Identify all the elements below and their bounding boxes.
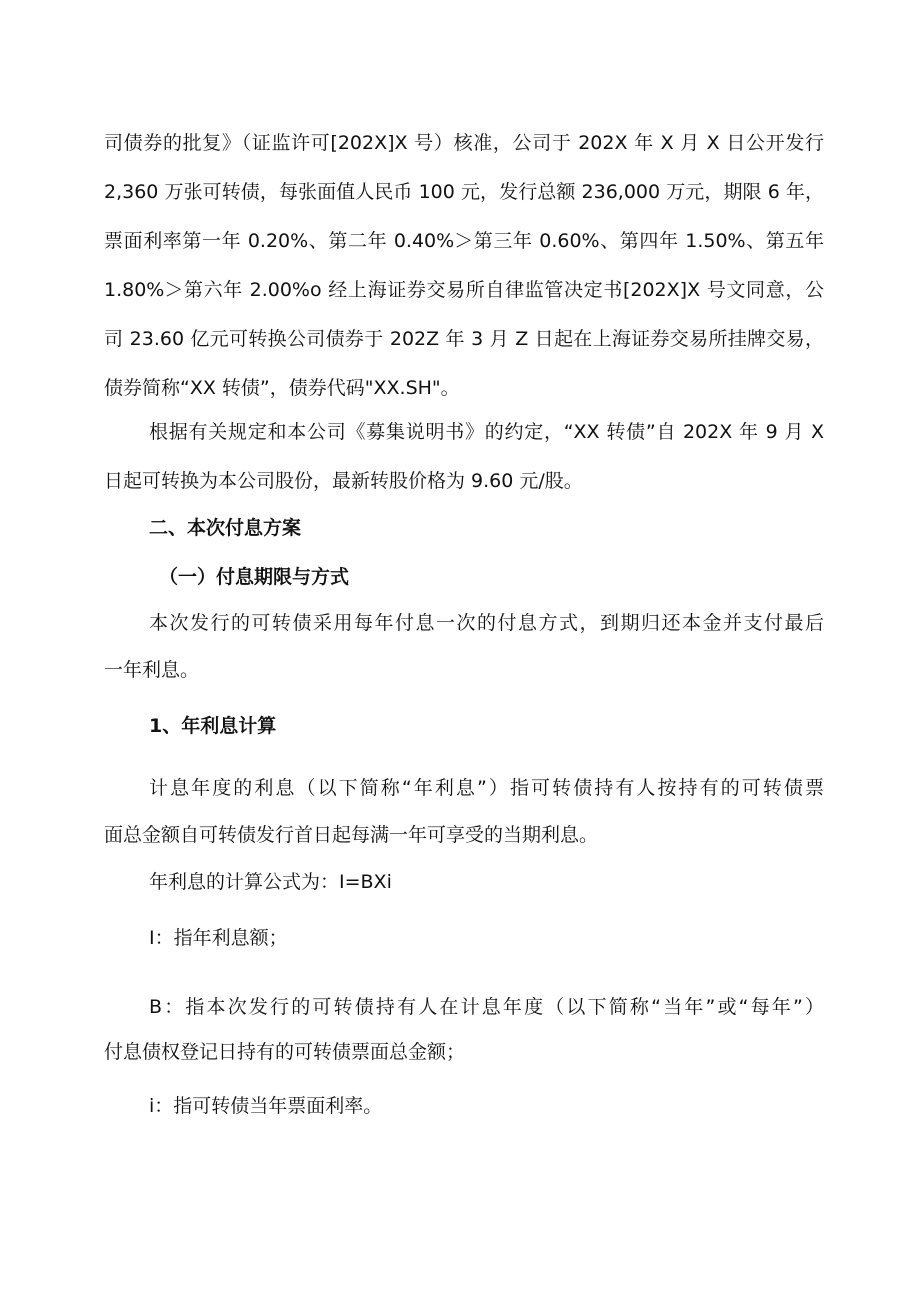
- paragraph-line: 司债券的批复》（证监许可[202X]X 号）核准，公司于 202X 年 X 月 X 日公开发行: [104, 132, 824, 154]
- paragraph-line: 一年利息。: [104, 659, 200, 681]
- paragraph-line: 根据有关规定和本公司《募集说明书》的约定，“XX 转债”自 202X 年 9 月 X: [149, 421, 824, 443]
- formula-line: 年利息的计算公式为：I=BXi: [149, 871, 392, 893]
- paragraph-line: 2,360 万张可转债，每张面值人民币 100 元，发行总额 236,000 万元，期限 6 年，: [104, 181, 824, 203]
- paragraph-line: 日起可转换为本公司股份，最新转股价格为 9.60 元/股。: [104, 470, 583, 492]
- paragraph-line: 债券简称“XX 转债”，债券代码"XX.SH"。: [104, 377, 460, 399]
- subsection-heading: （一）付息期限与方式: [159, 566, 350, 588]
- item-heading: 1、年利息计算: [149, 715, 277, 737]
- paragraph-line: 本次发行的可转债采用每年付息一次的付息方式，到期归还本金并支付最后: [149, 612, 824, 634]
- definition-line: I：指年利息额；: [149, 927, 288, 949]
- paragraph-line: 计息年度的利息（以下简称“年利息”）指可转债持有人按持有的可转债票: [149, 777, 824, 799]
- paragraph-line: 票面利率第一年 0.20%、第二年 0.40%＞第三年 0.60%、第四年 1.50%、第五年: [104, 230, 824, 252]
- section-heading: 二、本次付息方案: [149, 517, 302, 539]
- paragraph-line: 司 23.60 亿元可转换公司债券于 202Z 年 3 月 Z 日起在上海证券交易所挂牌交易，: [104, 328, 824, 350]
- paragraph-line: 面总金额自可转债发行首日起每满一年可享受的当期利息。: [104, 824, 599, 846]
- definition-line: B：指本次发行的可转债持有人在计息年度（以下简称“当年”或“每年”）: [149, 996, 824, 1018]
- definition-line: i：指可转债当年票面利率。: [149, 1095, 383, 1117]
- paragraph-line: 1.80%＞第六年 2.00%o 经上海证券交易所自律监管决定书[202X]X 号文同意，公: [104, 279, 824, 301]
- definition-line: 付息债权登记日持有的可转债票面总金额；: [104, 1041, 466, 1063]
